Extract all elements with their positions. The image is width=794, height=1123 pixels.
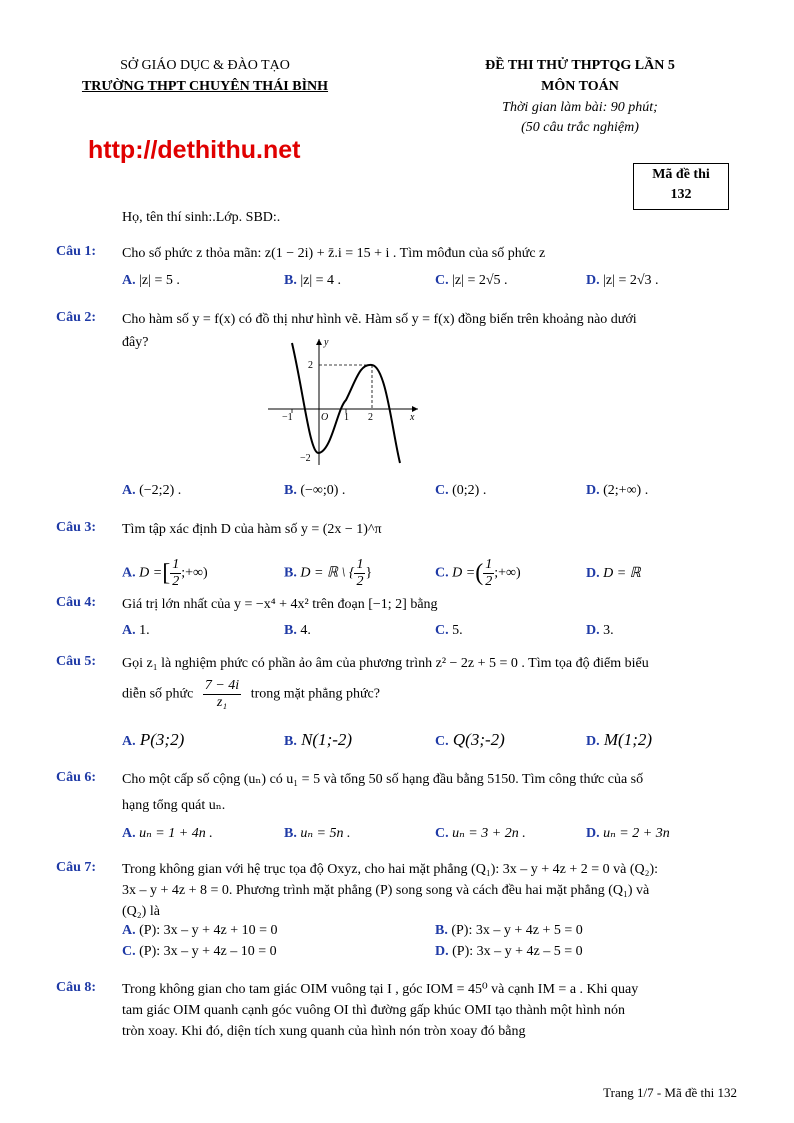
option-c[interactable]: C. 5. [435, 623, 463, 638]
option-c[interactable]: C. (P): 3x – y + 4z – 10 = 0 [122, 944, 277, 959]
exam-code-box [633, 163, 729, 210]
question-7-options-row1 [122, 923, 738, 945]
question-2-text: Cho hàm số y = f(x) có đồ thị như hình vẽ. Hàm số y = f(x) đồng biến trên khoảng nào dưới [122, 312, 637, 327]
y-tick-2: 2 [308, 360, 313, 371]
question-8-label: Câu 8: [56, 980, 97, 995]
option-a[interactable]: A. 1. [122, 623, 150, 638]
option-c[interactable]: C. (0;2) . [435, 483, 487, 498]
y-tick-neg2: −2 [300, 453, 311, 464]
subject: MÔN TOÁN [541, 79, 619, 94]
question-8-text-cont: tam giác OIM quanh cạnh góc vuông OI thì đường gấp khúc OMI tạo thành một hình nón [122, 1003, 625, 1018]
exam-code-label: Mã đề thi [652, 167, 710, 182]
question-1-options [122, 273, 738, 295]
question-4-text: Giá trị lớn nhất của y = −x⁴ + 4x² trên đoạn [−1; 2] bằng [122, 597, 438, 612]
option-a[interactable]: A. D =[ $\frac{1}{2}$ ;+∞) [122, 557, 208, 589]
option-d[interactable]: D. (2;+∞) . [586, 483, 649, 498]
exam-title: ĐỀ THI THỬ THPTQG LẦN 5 [485, 58, 675, 73]
option-d[interactable]: D. uₙ = 2 + 3n [586, 826, 670, 841]
question-8-text: Trong không gian cho tam giác OIM vuông tại I , góc IOM = 45⁰ và cạnh IM = a . Khi quay [122, 982, 639, 997]
tick-1: 1 [344, 412, 349, 423]
question-4-label: Câu 4: [56, 595, 97, 610]
tick-2: 2 [368, 412, 373, 423]
student-info-line: Họ, tên thí sinh:.Lớp. SBD:. [122, 210, 281, 225]
question-7-label: Câu 7: [56, 860, 97, 875]
question-count: (50 câu trắc nghiệm) [521, 120, 639, 135]
option-c[interactable]: C. D =( $\frac{1}{2}$ ;+∞) [435, 557, 521, 589]
question-2-text-cont: đây? [122, 335, 149, 350]
y-axis-label: y [324, 337, 329, 348]
question-6-text-cont: hạng tổng quát uₙ. [122, 798, 226, 813]
question-3-text: Tìm tập xác định D của hàm số y = (2x − 1)^π [122, 522, 382, 537]
function-graph [262, 335, 422, 470]
option-d[interactable]: D. M(1;2) [586, 730, 653, 749]
page-footer: Trang 1/7 - Mã đề thi 132 [603, 1085, 737, 1100]
exam-code-value: 132 [670, 187, 692, 202]
question-1-label: Câu 1: [56, 244, 97, 259]
question-6-label: Câu 6: [56, 770, 97, 785]
option-d[interactable]: D. |z| = 2√3 . [586, 273, 659, 288]
question-6-text: Cho một cấp số cộng (uₙ) có u₁ = 5 và tổng 50 số hạng đầu bằng 5150. Tìm công thức của số [122, 772, 644, 787]
question-7-options-row2 [122, 944, 738, 966]
option-d[interactable]: D. 3. [586, 623, 614, 638]
tick-neg1: −1 [282, 412, 293, 423]
option-c[interactable]: C. uₙ = 3 + 2n . [435, 826, 526, 841]
y-axis-arrow [316, 339, 322, 345]
option-d[interactable]: D. D = ℝ [586, 566, 641, 581]
question-5-text-cont: diễn số phức $\frac{7 - 4i}{\text{z₁}}$ trong mặt phẳng phức? [122, 678, 380, 710]
school-name: TRƯỜNG THPT CHUYÊN THÁI BÌNH [81, 79, 329, 94]
question-2-label: Câu 2: [56, 310, 97, 325]
option-b[interactable]: B. (−∞;0) . [284, 483, 346, 498]
question-8-text-cont2: tròn xoay. Khi đó, diện tích xung quanh của hình nón tròn xoay đó bằng [122, 1024, 526, 1039]
question-7-text-cont2: (Q₂) là [122, 904, 160, 919]
option-a[interactable]: A. P(3;2) [122, 730, 185, 749]
origin-label: O [321, 412, 329, 423]
option-a[interactable]: A. (P): 3x – y + 4z + 10 = 0 [122, 923, 278, 938]
option-a[interactable]: A. (−2;2) . [122, 483, 182, 498]
option-d[interactable]: D. (P): 3x – y + 4z – 5 = 0 [435, 944, 583, 959]
question-3-options [122, 551, 738, 587]
option-c[interactable]: C. Q(3;-2) [435, 730, 505, 749]
question-5-options [122, 730, 738, 752]
question-7-text-cont: 3x – y + 4z + 8 = 0. Phương trình mặt phẳng (P) song song và cách đều hai mặt phẳng (Q₁) và [122, 883, 650, 898]
option-b[interactable]: B. uₙ = 5n . [284, 826, 351, 841]
exam-duration: Thời gian làm bài: 90 phút; [502, 100, 658, 115]
option-c[interactable]: C. |z| = 2√5 . [435, 273, 508, 288]
question-1-text: Cho số phức z thỏa mãn: z(1 − 2i) + z̄.i = 15 + i . Tìm môđun của số phức z [122, 246, 546, 261]
option-a[interactable]: A. uₙ = 1 + 4n . [122, 826, 213, 841]
website-link[interactable]: http://dethithu.net [88, 136, 301, 164]
question-6-options [122, 825, 738, 847]
x-axis-label: x [410, 412, 415, 423]
option-b[interactable]: B. (P): 3x – y + 4z + 5 = 0 [435, 923, 583, 938]
question-3-label: Câu 3: [56, 520, 97, 535]
question-2-options [122, 483, 738, 505]
question-5-label: Câu 5: [56, 654, 97, 669]
option-b[interactable]: B. 4. [284, 623, 311, 638]
option-a[interactable]: A. |z| = 5 . [122, 273, 180, 288]
option-b[interactable]: B. |z| = 4 . [284, 273, 342, 288]
question-4-options [122, 623, 738, 645]
option-b[interactable]: B. N(1;-2) [284, 730, 353, 749]
option-b[interactable]: B. D = ℝ \ { $\frac{1}{2}$ } [284, 557, 373, 589]
question-7-text: Trong không gian với hệ trục tọa độ Oxyz, cho hai mặt phẳng (Q₁): 3x – y + 4z + 2 = 0 và (Q₂): [122, 862, 659, 877]
school-department: SỞ GIÁO DỤC & ĐÀO TẠO [120, 58, 290, 73]
question-5-text: Gọi z₁ là nghiệm phức có phần ảo âm của phương trình z² − 2z + 5 = 0 . Tìm tọa độ điểm biểu [122, 656, 649, 671]
